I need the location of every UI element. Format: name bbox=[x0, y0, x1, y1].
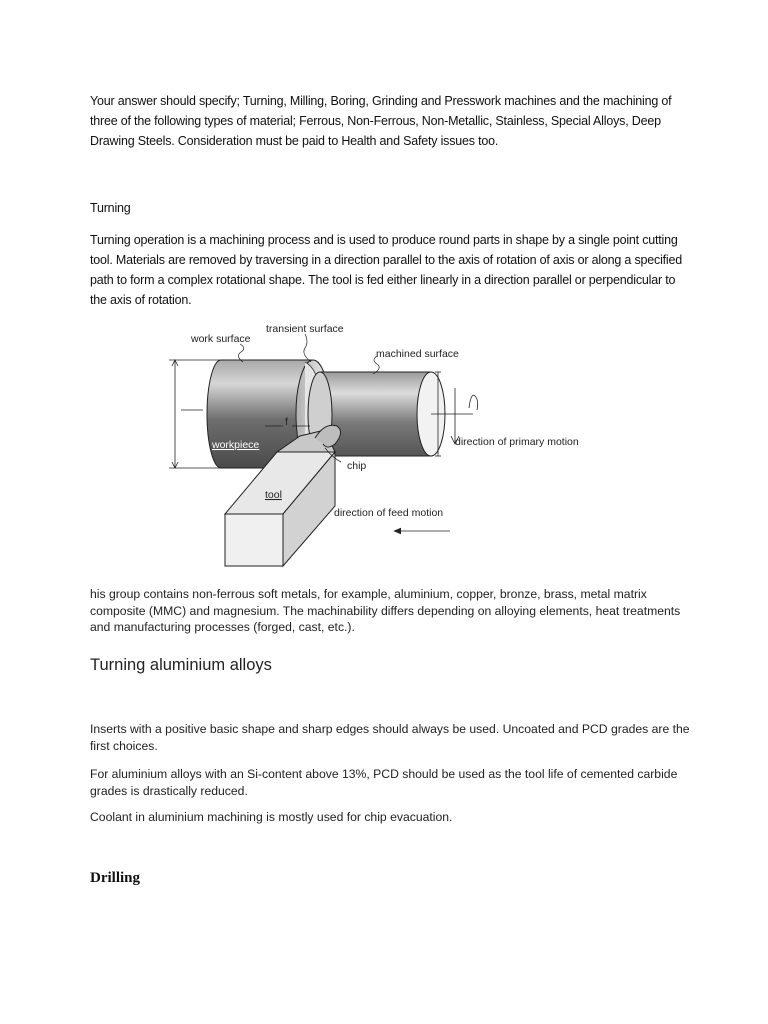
inserts-paragraph: Inserts with a positive basic shape and sharp edges should always be used. Uncoated and PCD grades are the first choices. bbox=[90, 722, 690, 753]
label-f: f bbox=[285, 416, 288, 428]
label-work-surface: work surface bbox=[191, 333, 251, 345]
label-machined-surface: machined surface bbox=[376, 348, 459, 360]
label-tool: tool bbox=[265, 489, 282, 501]
coolant-paragraph: Coolant in aluminium machining is mostly used for chip evacuation. bbox=[90, 810, 453, 824]
label-chip: chip bbox=[347, 460, 367, 472]
drilling-heading: Drilling bbox=[90, 870, 141, 886]
label-transient-surface: transient surface bbox=[266, 323, 344, 335]
turning-paragraph: Turning operation is a machining process and is used to produce round parts in shape by a single point cutting tool. Materials are removed by traversing in a direction parallel to the axis of rotation of axis or along a specified path to form a complex rotational shape. The tool is fed either linearly in a direction parallel or perpendicular to the axis of rotation. bbox=[90, 233, 682, 307]
intro-paragraph: Your answer should specify; Turning, Milling, Boring, Grinding and Presswork machines and the machining of three of the following types of material; Ferrous, Non-Ferrous, Non-Metallic, Stainless, Special Alloys, Deep Drawing Steels. Consideration must be paid to Health and Safety issues too. bbox=[90, 94, 672, 148]
turning-heading: Turning bbox=[90, 201, 131, 215]
si-content-paragraph: For aluminium alloys with an Si-content above 13%, PCD should be used as the tool life of cemented carbide grades is drastically reduced. bbox=[90, 767, 678, 798]
label-primary-motion: direction of primary motion bbox=[455, 436, 579, 448]
turning-diagram bbox=[165, 318, 605, 573]
rotation-arrow bbox=[469, 395, 478, 410]
label-workpiece: workpiece bbox=[212, 439, 260, 451]
nonferrous-paragraph: his group contains non-ferrous soft metals, for example, aluminium, copper, bronze, brass, metal matrix composite (MMC) and magnesium. The machinability differs depending on alloying elements, heat treatments and manufacturing processes (forged, cast, etc.). bbox=[90, 587, 681, 634]
turning-aluminium-heading: Turning aluminium alloys bbox=[90, 656, 272, 674]
label-feed-motion: direction of feed motion bbox=[334, 507, 444, 519]
